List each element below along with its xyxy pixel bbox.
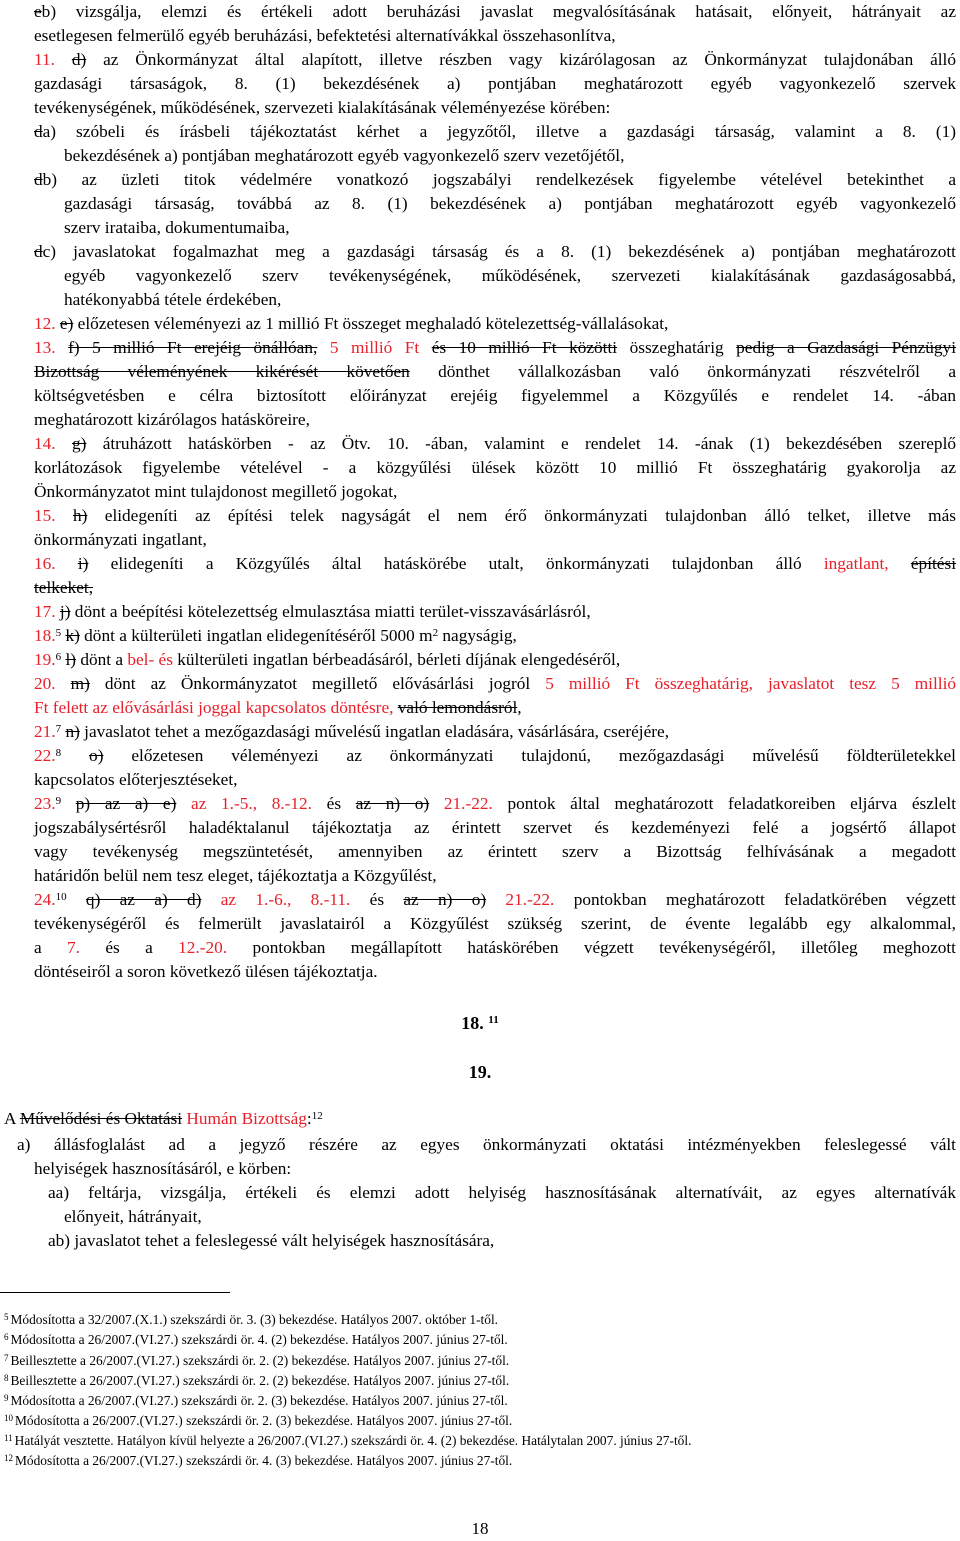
footnote-ref: 5 [55,627,62,639]
spacer [429,794,444,813]
item-number: 23. [34,794,56,813]
footnote-text: Beillesztette a 26/2007.(VI.27.) szekszárdi ör. 2. (2) bekezdése. Hatályos 2007. június 27-től. [10,1353,510,1368]
item-text: önkormányzati ingatlant, [34,530,207,549]
item-11 [34,48,956,72]
item-text: a [34,938,68,957]
item-24-line4 [34,960,956,984]
footnote-number: 7 [4,1353,9,1363]
item-21 [34,720,956,744]
deleted-text: telkeket, [34,578,94,597]
footnote-text: Módosította a 26/2007.(VI.27.) szekszárdi ör. 4. (3) bekezdése. Hatályos 2007. június 27-től. [15,1453,513,1468]
footnote-number: 11 [4,1433,13,1443]
item-text: dönthet vállalkozásban való önkormányzati részvételről a [409,362,956,381]
item-text: b) vizsgálja, elemzi és értékeli adott beruházási javaslat megvalósításának hatásait, előnyeit, hátrányait az [41,2,956,21]
section-item-aa [48,1181,956,1205]
deleted-text: való lemondásról [397,698,518,717]
deleted-letter: e) [59,314,74,333]
item-text: és a [80,938,179,957]
item-number: 12. [34,314,60,333]
item-text: hatékonyabbá tétele érdekében, [64,290,282,309]
deleted-letter: h) [72,506,88,525]
spacer [61,746,89,765]
sub-item-b-line2 [64,192,956,216]
item-text: külterületi ingatlan bérbeadásáról, bérleti díjának elengedéséről, [172,650,621,669]
footnote [4,1452,944,1469]
item-number: 19. [34,650,56,669]
item-number: 15. [34,506,73,525]
item-text: pontok által meghatározott feladatkoreiben eljárva észlelt [492,794,956,813]
item-text: nagyságig, [438,626,517,645]
item-20 [34,672,956,696]
footnote-text: Módosította a 26/2007.(VI.27.) szekszárdi ör. 2. (3) bekezdése. Hatályos 2007. június 27-től. [10,1393,508,1408]
item-14-line3 [34,480,956,504]
footnote-text: Hatályát vesztette. Hatályon kívül helyezte a 26/2007.(VI.27.) szekszárdi ör. 4. (2) bekezdése. Hatálytalan 2007. június 27-től. [14,1433,692,1448]
item-12 [34,312,956,336]
item-text: és [350,890,404,909]
item-16 [34,552,956,576]
footnote [4,1352,944,1369]
deleted-text: az n) o) [403,890,487,909]
deleted-letter: m) [70,674,90,693]
item-text: szerv irataiba, dokumentumaiba, [64,218,290,237]
item-text: elidegeníti a Közgyűlés által hatáskörébe utalt, önkormányzati tulajdonban álló [88,554,824,573]
inserted-text: az 1.-6., 8.-11. [220,890,351,909]
spacer [201,890,220,909]
intro-text: : [306,1109,312,1128]
item-text: tevékenységéről és felmerült javaslatairól a Közgyűlést szükség szerint, de évente legalább egy alkalommal, [34,914,956,933]
item-text: egyéb vagyonkezelő szerv tevékenységének, működésének, szervezeti kialakításának gazdaságosabbá, [64,266,956,285]
item-text: korlátozások figyelembe vételével - a közgyűlési ülések között 10 millió Ft összeghatárig gyakorolja az [34,458,956,477]
sub-item-b-line3 [64,216,956,240]
footnote-text: Módosította a 26/2007.(VI.27.) szekszárdi ör. 2. (3) bekezdése. Hatályos 2007. június 27-től. [15,1413,513,1428]
item-text: bekezdésének a) pontjában meghatározott egyéb vagyonkezelő szerv vezetőjétől, [64,146,625,165]
spacer [419,338,432,357]
inserted-text: az 1.-5., 8.-12. [191,794,313,813]
heading-text: 19. [468,1062,492,1082]
footnote-text: Módosította a 26/2007.(VI.27.) szekszárdi ör. 4. (2) bekezdése. Hatályos 2007. június 27-től. [10,1332,508,1347]
item-text: dönt a külterületi ingatlan elidegenítéséről 5000 m [79,626,433,645]
deleted-letter: l) [65,650,76,669]
deleted-letter: d [34,122,43,141]
item-number: 22. [34,746,56,765]
deleted-letter: n) [65,722,80,741]
item-text: kapcsolatos előterjesztéseket, [34,770,238,789]
sub-item-c-line3 [64,288,956,312]
heading-text: 18. [461,1013,489,1033]
item-text: Önkormányzatot mint tulajdonost megillető jogokat, [34,482,398,501]
item-text: c) javaslatokat fogalmazhat meg a gazdasági társaság és a 8. (1) bekezdésének a) pontjában meghatározott [42,242,956,261]
inserted-text: bel- és [127,650,173,669]
item-text: a) szóbeli és írásbeli tájékoztatást kérhet a jegyzőtől, illetve a gazdasági társaság, valamint a 8. (1) [42,122,956,141]
item-text: dönt a beépítési kötelezettség elmulasztása miatti terület-visszavásárlásról, [70,602,591,621]
inserted-text: millió Ft [350,338,420,357]
sub-item-a-line2 [64,144,956,168]
item-number: 20. [34,674,71,693]
section-intro [4,1107,956,1131]
deleted-text: az n) o) [355,794,430,813]
item-19 [34,648,956,672]
item-text: költségvetésben e célra biztosított előirányzat erejéig figyelemmel a Közgyűlés e rendelet 14. -ában [34,386,956,405]
inserted-text: ingatlant, [823,554,889,573]
item-14 [34,432,956,456]
item-text: helyiségek hasznosításáról, e körben: [34,1159,292,1178]
footnote-ref: 11 [488,1014,499,1026]
item-13 [34,336,956,360]
item-text: döntéseiről a soron következő ülésen tájékoztatja. [34,962,378,981]
inserted-text: 21.-22. [505,890,555,909]
footnote-text: Beillesztette a 26/2007.(VI.27.) szekszárdi ör. 2. (2) bekezdése. Hatályos 2007. június 27-től. [10,1373,510,1388]
item-16-line2 [34,576,956,600]
spacer [67,890,86,909]
deleted-letter: j) [59,602,71,621]
item-24 [34,888,956,912]
deleted-text: p) az a) e) [75,794,177,813]
item-24-line3 [34,936,956,960]
footnote [4,1331,944,1348]
item-text: és [312,794,356,813]
deleted-text: építési [910,554,957,573]
item-text: javaslatot tehet a mezőgazdasági művelésű ingatlan eladására, vásárlására, cseréjére, [79,722,670,741]
item-number: 14. [34,434,72,453]
footnote-number: 8 [4,1373,9,1383]
deleted-text: Bizottság véleményének kikérését követően [34,362,410,381]
inserted-text: 21.-22. [443,794,493,813]
item-17 [34,600,956,624]
item-text: tevékenységének, működésének, szervezeti kialakításának véleményezése körében: [34,98,611,117]
inserted-text: 7. [67,938,80,957]
deleted-text: Művelődési és Oktatási [19,1109,183,1128]
item-number: 16. [34,554,78,573]
deleted-letter: d [34,170,43,189]
deleted-letter: d [34,242,43,261]
section-heading-19 [0,1060,960,1084]
item-text: pontokban meghatározott feladatkörében végzett [554,890,956,909]
item-13-line2 [34,360,956,384]
footnote-number: 6 [4,1332,9,1342]
inserted-text: 5 millió Ft összeghatárig, javaslatot tesz 5 millió [545,674,957,693]
spacer [889,554,911,573]
page-number: 18 [471,1519,489,1538]
item-text: pontokban megállapított hatáskörében végzett tevékenységéről, illetőleg meghozott [227,938,956,957]
deleted-letter: e [34,2,42,21]
footnote-ref: 6 [55,651,62,663]
item-11-line3 [34,96,956,120]
item-number: 11. [34,50,72,69]
item-text: előzetesen véleményezi az önkormányzati tulajdonú, mezőgazdasági művelésű földterületekkel [103,746,956,765]
spacer [61,794,76,813]
footnote [4,1392,944,1409]
item-text: határidőn belül nem tesz eleget, tájékoztatja a Közgyűlést, [34,866,437,885]
item-text: előnyeit, hátrányait, [64,1207,202,1226]
footnote [4,1432,944,1449]
item-13-line3 [34,384,956,408]
section-heading-18 [0,1011,960,1035]
deleted-letter: o) [89,746,104,765]
item-text: jogszabálysértésről haladéktalanul tájékoztatja az érintett szervet és kezdeményezi felé a jogsértő állapot [34,818,956,837]
item-text: meghatározott kizárólagos hatásköreire, [34,410,310,429]
footnote-ref: 12 [311,1110,323,1122]
item-22 [34,744,956,768]
item-number: 17. [34,602,60,621]
deleted-text: és 10 millió Ft közötti [431,338,618,357]
item-number: 24. [34,890,56,909]
item-text: előzetesen véleményezi az 1 millió Ft összeget meghaladó kötelezettség-vállalásokat, [73,314,669,333]
sub-item-a [34,120,956,144]
deleted-letter: k) [65,626,80,645]
inserted-text: 5 [317,338,351,357]
item-11-line2 [34,72,956,96]
item-text: gazdasági társaság, továbbá az 8. (1) bekezdésének a) pontjában meghatározott egyéb vagyonkezelő [64,194,956,213]
item-number: 18. [34,626,56,645]
item-14-line2 [34,456,956,480]
item-text: b) az üzleti titok védelmére vonatkozó jogszabályi rendelkezések figyelembe vételével betekinthet a [42,170,956,189]
item-b-continuation [34,24,956,48]
sub-item-c [34,240,956,264]
item-text: esetlegesen felmerülő egyéb beruházási, befektetési alternatívákkal összehasonlítva, [34,26,616,45]
item-text: összeghatárig [617,338,737,357]
item-text: dönt a [76,650,128,669]
item-15 [34,504,956,528]
footnote-number: 12 [4,1453,13,1463]
item-24-line2 [34,912,956,936]
item-22-line2 [34,768,956,792]
deleted-text: q) az a) d) [85,890,202,909]
item-text: aa) feltárja, vizsgálja, értékeli és elemzi adott helyiség hasznosításának alternatíváit, az egyes alternatívák [48,1183,956,1202]
item-23-line3 [34,840,956,864]
footnote-ref: 9 [55,795,62,807]
item-b-vizsgalja [34,0,956,24]
item-text: , [517,698,522,717]
item-text: ab) javaslatot tehet a feleslegessé vált helyiségek hasznosítására, [48,1231,495,1250]
superscript: 2 [432,627,439,639]
item-23-line4 [34,864,956,888]
footnote [4,1372,944,1389]
item-20-line2 [34,696,956,720]
section-item-aa-line2 [64,1205,956,1229]
sub-item-b [34,168,956,192]
item-23 [34,792,956,816]
sub-item-c-line2 [64,264,956,288]
footnote [4,1412,944,1429]
deleted-text: f) 5 millió Ft erejéig önállóan, [68,338,318,357]
item-18 [34,624,956,648]
footnote-number: 9 [4,1393,9,1403]
item-15-line2 [34,528,956,552]
item-text: átruházott hatáskörben - az Ötv. 10. -ában, valamint e rendelet 14. -ának (1) bekezdésében szereplő [86,434,957,453]
section-item-a-line2 [34,1157,956,1181]
deleted-text: pedig a Gazdasági Pénzügyi [736,338,956,357]
inserted-text: 12.-20. [178,938,228,957]
item-23-line2 [34,816,956,840]
footnote-ref: 8 [55,747,62,759]
spacer [176,794,191,813]
footnote-separator [0,1292,230,1293]
item-text: vagy tevékenység megszüntetését, amennyiben az érintett szerv a Bizottság felhívásának a megadott [34,842,956,861]
section-item-a [17,1133,956,1157]
deleted-letter: g) [71,434,87,453]
item-text: gazdasági társaságok, 8. (1) bekezdésének a) pontjában meghatározott egyéb vagyonkezelő szervek [34,74,956,93]
footnote-number: 10 [4,1413,13,1423]
intro-text: A [4,1109,20,1128]
item-text: elidegeníti az építési telek nagyságát el nem érő önkormányzati tulajdonban álló telket, illetve más [87,506,956,525]
item-text: a) állásfoglalást ad a jegyző részére az egyes önkormányzati oktatási intézményekben feleslegessé vált [17,1135,956,1154]
footnote-text: Módosította a 32/2007.(X.1.) szekszárdi ör. 3. (3) bekezdése. Hatályos 2007. október 1-től. [10,1312,499,1327]
spacer [486,890,505,909]
footnote [4,1311,944,1328]
deleted-letter: d) [71,50,87,69]
inserted-text: Humán Bizottság [186,1109,307,1128]
item-number: 13. [34,338,69,357]
footnote-number: 5 [4,1312,9,1322]
section-item-ab [48,1229,956,1253]
item-number: 21. [34,722,56,741]
footnote-ref: 10 [55,891,67,903]
item-text: dönt az Önkormányzatot megillető elővásárlási jogról [89,674,546,693]
footnote-ref: 7 [55,723,62,735]
item-text: az Önkormányzat által alapított, illetve részben vagy kizárólagosan az Önkormányzat tulajdonában álló [86,50,957,69]
inserted-text: Ft felett az elővásárlási joggal kapcsolatos döntésre, [34,698,394,717]
item-13-line4 [34,408,956,432]
deleted-letter: i) [77,554,89,573]
